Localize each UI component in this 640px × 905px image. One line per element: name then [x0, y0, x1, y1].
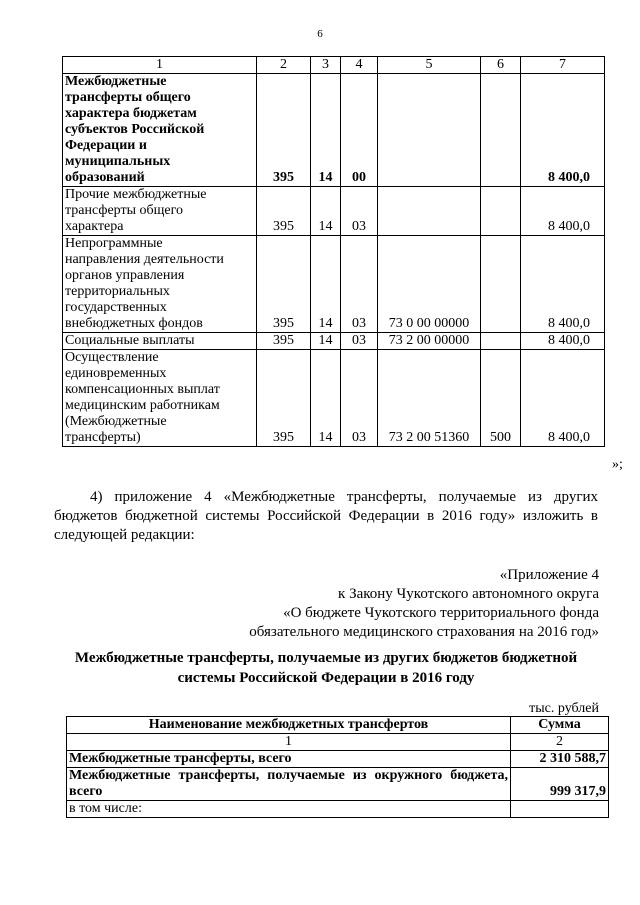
row-name-line: компенсационных выплат: [65, 382, 220, 397]
row-name-line: государственных: [65, 300, 167, 315]
code-cell: 395: [257, 74, 311, 187]
column-header: 6: [481, 57, 521, 74]
closing-quote: »;: [612, 457, 623, 472]
code-cell: [378, 187, 481, 236]
code-cell: 73 2 00 51360: [378, 350, 481, 447]
row-name-line: (Межбюджетные: [65, 414, 167, 429]
column-number: 2: [511, 734, 609, 751]
appendix-header: [249, 566, 599, 642]
code-cell: 03: [341, 236, 378, 333]
row-name-line: характера бюджетам: [65, 106, 197, 121]
table-row: [63, 350, 605, 447]
row-name-line: муниципальных: [65, 154, 171, 169]
transfer-sum: 999 317,9: [511, 768, 609, 801]
code-cell: 395: [257, 350, 311, 447]
column-header: Наименование межбюджетных трансфертов: [67, 717, 511, 734]
transfer-name: Межбюджетные трансферты, всего: [67, 751, 511, 768]
code-cell: 03: [341, 333, 378, 350]
code-cell: 03: [341, 350, 378, 447]
code-cell: [378, 74, 481, 187]
appendix-line: «О бюджете Чукотского территориального фонда: [283, 605, 599, 621]
code-cell: [481, 74, 521, 187]
row-name-line: Федерации и: [65, 138, 147, 153]
column-header: 3: [311, 57, 341, 74]
table-header-row: [67, 717, 609, 734]
amount-cell: 8 400,0: [521, 236, 605, 333]
code-cell: 14: [311, 74, 341, 187]
row-name-line: территориальных: [65, 284, 170, 299]
row-name-line: Межбюджетные: [65, 74, 167, 89]
row-name-line: органов управления: [65, 268, 185, 283]
row-name-line: трансферты общего: [65, 203, 184, 218]
row-name-line: Прочие межбюджетные: [65, 187, 207, 202]
column-header: 5: [378, 57, 481, 74]
code-cell: 14: [311, 187, 341, 236]
row-name: [63, 74, 257, 187]
amount-cell: 8 400,0: [521, 333, 605, 350]
appendix-line: обязательного медицинского страхования на 2016 год»: [249, 624, 599, 640]
row-name-line: направления деятельности: [65, 252, 224, 267]
code-cell: 73 0 00 00000: [378, 236, 481, 333]
row-name-line: единовременных: [65, 366, 167, 381]
amount-cell: 8 400,0: [521, 350, 605, 447]
code-cell: 14: [311, 350, 341, 447]
row-name-line: внебюджетных фондов: [65, 316, 203, 331]
row-name: [63, 350, 257, 447]
code-cell: 00: [341, 74, 378, 187]
amount-cell: 8 400,0: [521, 74, 605, 187]
code-cell: [481, 236, 521, 333]
column-header: 7: [521, 57, 605, 74]
row-name-line: трансферты): [65, 430, 141, 445]
transfer-sum: 2 310 588,7: [511, 751, 609, 768]
page-number: 6: [317, 28, 323, 40]
table-row: [67, 801, 609, 818]
column-header: 4: [341, 57, 378, 74]
row-name-line: трансферты общего: [65, 90, 191, 105]
row-name-line: образований: [65, 170, 145, 185]
row-name: [63, 333, 257, 350]
code-cell: 03: [341, 187, 378, 236]
table-row: [67, 768, 609, 801]
transfer-sum: [511, 801, 609, 818]
table-row: [63, 74, 605, 187]
table-row: [63, 236, 605, 333]
code-cell: 395: [257, 333, 311, 350]
code-cell: 500: [481, 350, 521, 447]
column-header: Сумма: [511, 717, 609, 734]
units-label: тыс. рублей: [529, 701, 599, 716]
row-name: [63, 187, 257, 236]
transfer-name: в том числе:: [67, 801, 511, 818]
table-header-row: [63, 57, 605, 74]
code-cell: 14: [311, 236, 341, 333]
code-cell: [481, 187, 521, 236]
row-name-line: Непрограммные: [65, 236, 163, 251]
budget-table: [62, 56, 605, 447]
row-name-line: субъектов Российской: [65, 122, 205, 137]
amendment-paragraph: 4) приложение 4 «Межбюджетные трансферты, получаемые из других бюджетов бюджетной системы Российской Федерации в 2016 году» изложить в следующей редакции:: [54, 489, 598, 543]
appendix-line: «Приложение 4: [499, 567, 599, 583]
code-cell: 14: [311, 333, 341, 350]
row-name-line: Осуществление: [65, 350, 159, 365]
row-name-line: медицинским работникам: [65, 398, 220, 413]
row-name-line: характера: [65, 219, 124, 234]
section-title: Межбюджетные трансферты, получаемые из других бюджетов бюджетной системы Российской Федерации в 2016 году: [74, 650, 578, 686]
transfer-name: Межбюджетные трансферты, получаемые из окружного бюджета, всего: [67, 768, 511, 801]
row-name: [63, 236, 257, 333]
code-cell: [481, 333, 521, 350]
table-row: [63, 187, 605, 236]
column-header: 2: [257, 57, 311, 74]
column-number-row: [67, 734, 609, 751]
code-cell: 395: [257, 187, 311, 236]
table-row: [63, 333, 605, 350]
column-number: 1: [67, 734, 511, 751]
code-cell: 73 2 00 00000: [378, 333, 481, 350]
amount-cell: 8 400,0: [521, 187, 605, 236]
appendix-line: к Закону Чукотского автономного округа: [338, 586, 599, 602]
table-row: [67, 751, 609, 768]
row-name-line: Социальные выплаты: [65, 333, 195, 348]
code-cell: 395: [257, 236, 311, 333]
transfers-table: [66, 716, 609, 818]
column-header: 1: [63, 57, 257, 74]
